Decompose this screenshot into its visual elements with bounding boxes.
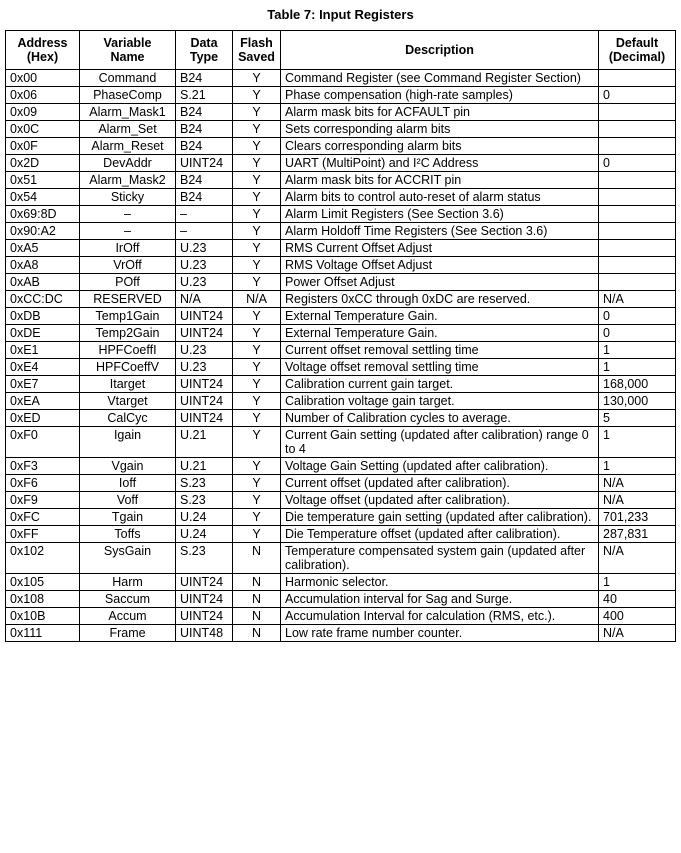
- cell-default: 168,000: [599, 376, 676, 393]
- cell-variable-name: Toffs: [80, 526, 176, 543]
- table-row: [6, 342, 676, 359]
- cell-address: 0xE4: [6, 359, 80, 376]
- table-row: [6, 121, 676, 138]
- cell-description: Accumulation Interval for calculation (RMS, etc.).: [281, 608, 599, 625]
- cell-description: Alarm Holdoff Time Registers (See Section 3.6): [281, 223, 599, 240]
- cell-flash-saved: Y: [233, 172, 281, 189]
- cell-default: 0: [599, 325, 676, 342]
- table-row: [6, 138, 676, 155]
- cell-flash-saved: Y: [233, 526, 281, 543]
- cell-data-type: U.23: [176, 342, 233, 359]
- cell-variable-name: RESERVED: [80, 291, 176, 308]
- cell-default: [599, 223, 676, 240]
- cell-variable-name: Ioff: [80, 475, 176, 492]
- cell-description: External Temperature Gain.: [281, 308, 599, 325]
- cell-description: Temperature compensated system gain (updated after calibration).: [281, 543, 599, 574]
- cell-data-type: UINT24: [176, 591, 233, 608]
- cell-data-type: U.23: [176, 359, 233, 376]
- table-row: [6, 393, 676, 410]
- cell-variable-name: Vgain: [80, 458, 176, 475]
- cell-flash-saved: Y: [233, 240, 281, 257]
- cell-default: N/A: [599, 475, 676, 492]
- cell-flash-saved: Y: [233, 223, 281, 240]
- cell-default: 0: [599, 87, 676, 104]
- table-row: [6, 526, 676, 543]
- cell-flash-saved: Y: [233, 189, 281, 206]
- cell-flash-saved: Y: [233, 121, 281, 138]
- header-flash-saved: Flash Saved: [233, 31, 281, 70]
- table-row: [6, 427, 676, 458]
- cell-flash-saved: N/A: [233, 291, 281, 308]
- table-row: [6, 458, 676, 475]
- cell-data-type: UINT24: [176, 410, 233, 427]
- cell-default: [599, 206, 676, 223]
- cell-data-type: B24: [176, 121, 233, 138]
- table-row: [6, 475, 676, 492]
- cell-variable-name: –: [80, 206, 176, 223]
- cell-description: Alarm Limit Registers (See Section 3.6): [281, 206, 599, 223]
- cell-flash-saved: Y: [233, 206, 281, 223]
- cell-flash-saved: N: [233, 625, 281, 642]
- cell-default: 0: [599, 308, 676, 325]
- table-row: [6, 410, 676, 427]
- cell-address: 0x00: [6, 70, 80, 87]
- cell-default: [599, 172, 676, 189]
- cell-flash-saved: N: [233, 591, 281, 608]
- cell-description: Number of Calibration cycles to average.: [281, 410, 599, 427]
- header-default: Default (Decimal): [599, 31, 676, 70]
- table-row: [6, 240, 676, 257]
- cell-address: 0x10B: [6, 608, 80, 625]
- cell-default: [599, 257, 676, 274]
- cell-data-type: UINT48: [176, 625, 233, 642]
- cell-flash-saved: N: [233, 608, 281, 625]
- cell-address: 0x0C: [6, 121, 80, 138]
- cell-default: 400: [599, 608, 676, 625]
- cell-variable-name: PhaseComp: [80, 87, 176, 104]
- cell-description: Voltage offset removal settling time: [281, 359, 599, 376]
- cell-data-type: B24: [176, 172, 233, 189]
- cell-default: 1: [599, 427, 676, 458]
- cell-address: 0xF0: [6, 427, 80, 458]
- cell-variable-name: Itarget: [80, 376, 176, 393]
- cell-description: Command Register (see Command Register Section): [281, 70, 599, 87]
- cell-flash-saved: Y: [233, 138, 281, 155]
- cell-variable-name: Alarm_Mask1: [80, 104, 176, 121]
- cell-description: Harmonic selector.: [281, 574, 599, 591]
- table-row: [6, 104, 676, 121]
- cell-variable-name: Temp1Gain: [80, 308, 176, 325]
- cell-data-type: S.23: [176, 492, 233, 509]
- cell-default: 287,831: [599, 526, 676, 543]
- cell-flash-saved: Y: [233, 410, 281, 427]
- cell-flash-saved: Y: [233, 257, 281, 274]
- cell-description: Alarm mask bits for ACFAULT pin: [281, 104, 599, 121]
- cell-variable-name: Alarm_Reset: [80, 138, 176, 155]
- cell-address: 0xAB: [6, 274, 80, 291]
- cell-variable-name: DevAddr: [80, 155, 176, 172]
- cell-variable-name: SysGain: [80, 543, 176, 574]
- table-row: [6, 70, 676, 87]
- table-row: [6, 543, 676, 574]
- cell-description: External Temperature Gain.: [281, 325, 599, 342]
- cell-description: Calibration voltage gain target.: [281, 393, 599, 410]
- cell-description: Alarm mask bits for ACCRIT pin: [281, 172, 599, 189]
- cell-data-type: B24: [176, 104, 233, 121]
- table-row: [6, 325, 676, 342]
- cell-data-type: U.23: [176, 274, 233, 291]
- cell-address: 0xF6: [6, 475, 80, 492]
- cell-address: 0x69:8D: [6, 206, 80, 223]
- cell-variable-name: Alarm_Set: [80, 121, 176, 138]
- table-row: [6, 509, 676, 526]
- cell-description: Calibration current gain target.: [281, 376, 599, 393]
- cell-flash-saved: Y: [233, 376, 281, 393]
- cell-address: 0xF3: [6, 458, 80, 475]
- cell-variable-name: Tgain: [80, 509, 176, 526]
- cell-address: 0x108: [6, 591, 80, 608]
- cell-data-type: UINT24: [176, 376, 233, 393]
- cell-data-type: U.21: [176, 458, 233, 475]
- cell-data-type: B24: [176, 189, 233, 206]
- cell-default: 1: [599, 359, 676, 376]
- cell-data-type: U.24: [176, 526, 233, 543]
- cell-address: 0xDE: [6, 325, 80, 342]
- cell-flash-saved: Y: [233, 509, 281, 526]
- table-row: [6, 608, 676, 625]
- cell-data-type: UINT24: [176, 574, 233, 591]
- cell-flash-saved: Y: [233, 104, 281, 121]
- cell-address: 0xF9: [6, 492, 80, 509]
- header-row: [6, 31, 676, 70]
- cell-address: 0xCC:DC: [6, 291, 80, 308]
- cell-description: Voltage Gain Setting (updated after calibration).: [281, 458, 599, 475]
- cell-data-type: U.23: [176, 240, 233, 257]
- cell-default: [599, 240, 676, 257]
- cell-variable-name: Command: [80, 70, 176, 87]
- cell-data-type: B24: [176, 138, 233, 155]
- cell-description: Accumulation interval for Sag and Surge.: [281, 591, 599, 608]
- cell-data-type: S.23: [176, 475, 233, 492]
- cell-flash-saved: Y: [233, 492, 281, 509]
- cell-flash-saved: Y: [233, 359, 281, 376]
- cell-default: 1: [599, 458, 676, 475]
- header-variable-name: Variable Name: [80, 31, 176, 70]
- table-body: [6, 70, 676, 642]
- cell-variable-name: Igain: [80, 427, 176, 458]
- cell-variable-name: Voff: [80, 492, 176, 509]
- table-row: [6, 291, 676, 308]
- cell-data-type: –: [176, 223, 233, 240]
- cell-default: 1: [599, 574, 676, 591]
- cell-default: N/A: [599, 625, 676, 642]
- cell-data-type: B24: [176, 70, 233, 87]
- cell-address: 0xFC: [6, 509, 80, 526]
- cell-flash-saved: Y: [233, 427, 281, 458]
- cell-data-type: UINT24: [176, 155, 233, 172]
- cell-data-type: UINT24: [176, 308, 233, 325]
- cell-address: 0x0F: [6, 138, 80, 155]
- cell-address: 0x105: [6, 574, 80, 591]
- cell-description: Alarm bits to control auto-reset of alarm status: [281, 189, 599, 206]
- cell-address: 0xE7: [6, 376, 80, 393]
- cell-address: 0x111: [6, 625, 80, 642]
- header-address: Address (Hex): [6, 31, 80, 70]
- table-row: [6, 376, 676, 393]
- cell-description: UART (MultiPoint) and I²C Address: [281, 155, 599, 172]
- cell-address: 0xED: [6, 410, 80, 427]
- cell-data-type: UINT24: [176, 393, 233, 410]
- cell-description: Power Offset Adjust: [281, 274, 599, 291]
- cell-flash-saved: Y: [233, 155, 281, 172]
- table-row: [6, 223, 676, 240]
- cell-flash-saved: Y: [233, 70, 281, 87]
- cell-variable-name: Saccum: [80, 591, 176, 608]
- cell-default: 130,000: [599, 393, 676, 410]
- cell-description: Low rate frame number counter.: [281, 625, 599, 642]
- cell-address: 0xEA: [6, 393, 80, 410]
- cell-variable-name: Alarm_Mask2: [80, 172, 176, 189]
- cell-variable-name: IrOff: [80, 240, 176, 257]
- table-row: [6, 274, 676, 291]
- cell-variable-name: POff: [80, 274, 176, 291]
- table-row: [6, 172, 676, 189]
- cell-flash-saved: N: [233, 543, 281, 574]
- cell-flash-saved: Y: [233, 87, 281, 104]
- cell-flash-saved: Y: [233, 325, 281, 342]
- table-row: [6, 308, 676, 325]
- cell-data-type: S.21: [176, 87, 233, 104]
- cell-variable-name: Sticky: [80, 189, 176, 206]
- cell-address: 0x90:A2: [6, 223, 80, 240]
- cell-address: 0xFF: [6, 526, 80, 543]
- cell-data-type: S.23: [176, 543, 233, 574]
- cell-variable-name: Vtarget: [80, 393, 176, 410]
- cell-default: [599, 104, 676, 121]
- table-row: [6, 87, 676, 104]
- cell-default: N/A: [599, 543, 676, 574]
- header-description: Description: [281, 31, 599, 70]
- cell-default: [599, 274, 676, 291]
- cell-description: Current offset (updated after calibration).: [281, 475, 599, 492]
- cell-description: Sets corresponding alarm bits: [281, 121, 599, 138]
- cell-description: Voltage offset (updated after calibration).: [281, 492, 599, 509]
- cell-variable-name: HPFCoeffV: [80, 359, 176, 376]
- cell-variable-name: Frame: [80, 625, 176, 642]
- cell-variable-name: –: [80, 223, 176, 240]
- cell-address: 0xA5: [6, 240, 80, 257]
- cell-description: Registers 0xCC through 0xDC are reserved.: [281, 291, 599, 308]
- input-registers-table: [5, 30, 676, 642]
- cell-default: [599, 121, 676, 138]
- cell-description: Clears corresponding alarm bits: [281, 138, 599, 155]
- cell-variable-name: VrOff: [80, 257, 176, 274]
- table-row: [6, 189, 676, 206]
- cell-description: Phase compensation (high-rate samples): [281, 87, 599, 104]
- cell-data-type: UINT24: [176, 325, 233, 342]
- table-row: [6, 492, 676, 509]
- cell-description: Die temperature gain setting (updated after calibration).: [281, 509, 599, 526]
- cell-address: 0xE1: [6, 342, 80, 359]
- cell-data-type: U.21: [176, 427, 233, 458]
- cell-flash-saved: Y: [233, 475, 281, 492]
- cell-default: [599, 70, 676, 87]
- cell-variable-name: Accum: [80, 608, 176, 625]
- cell-data-type: UINT24: [176, 608, 233, 625]
- cell-description: Current offset removal settling time: [281, 342, 599, 359]
- cell-flash-saved: Y: [233, 342, 281, 359]
- cell-data-type: –: [176, 206, 233, 223]
- cell-flash-saved: Y: [233, 308, 281, 325]
- cell-default: [599, 138, 676, 155]
- cell-variable-name: Harm: [80, 574, 176, 591]
- cell-variable-name: HPFCoeffI: [80, 342, 176, 359]
- cell-address: 0x54: [6, 189, 80, 206]
- cell-default: 5: [599, 410, 676, 427]
- cell-description: RMS Current Offset Adjust: [281, 240, 599, 257]
- cell-default: N/A: [599, 291, 676, 308]
- cell-data-type: N/A: [176, 291, 233, 308]
- cell-address: 0x06: [6, 87, 80, 104]
- table-caption: Table 7: Input Registers: [267, 7, 414, 22]
- cell-address: 0x2D: [6, 155, 80, 172]
- cell-address: 0x51: [6, 172, 80, 189]
- cell-description: Current Gain setting (updated after calibration) range 0 to 4: [281, 427, 599, 458]
- cell-flash-saved: N: [233, 574, 281, 591]
- cell-variable-name: CalCyc: [80, 410, 176, 427]
- cell-flash-saved: Y: [233, 393, 281, 410]
- table-row: [6, 591, 676, 608]
- header-data-type: Data Type: [176, 31, 233, 70]
- cell-default: 0: [599, 155, 676, 172]
- table-row: [6, 206, 676, 223]
- table-row: [6, 155, 676, 172]
- cell-default: N/A: [599, 492, 676, 509]
- cell-flash-saved: Y: [233, 274, 281, 291]
- cell-address: 0x09: [6, 104, 80, 121]
- cell-default: [599, 189, 676, 206]
- cell-address: 0xDB: [6, 308, 80, 325]
- cell-address: 0xA8: [6, 257, 80, 274]
- table-row: [6, 574, 676, 591]
- cell-default: 1: [599, 342, 676, 359]
- cell-description: RMS Voltage Offset Adjust: [281, 257, 599, 274]
- cell-variable-name: Temp2Gain: [80, 325, 176, 342]
- cell-data-type: U.24: [176, 509, 233, 526]
- table-row: [6, 359, 676, 376]
- cell-data-type: U.23: [176, 257, 233, 274]
- cell-flash-saved: Y: [233, 458, 281, 475]
- table-row: [6, 625, 676, 642]
- cell-description: Die Temperature offset (updated after calibration).: [281, 526, 599, 543]
- table-row: [6, 257, 676, 274]
- cell-default: 40: [599, 591, 676, 608]
- cell-address: 0x102: [6, 543, 80, 574]
- cell-default: 701,233: [599, 509, 676, 526]
